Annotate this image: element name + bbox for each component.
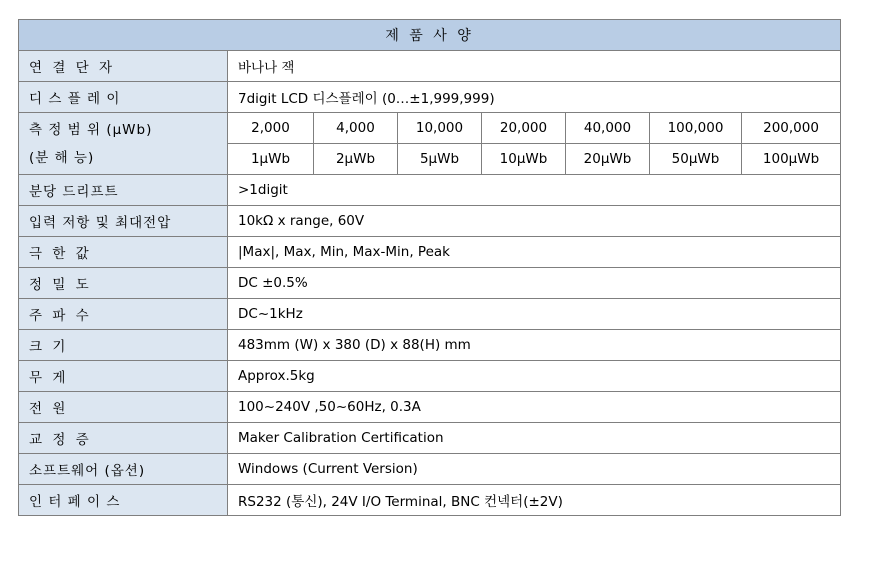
resolution-cell: 2μWb bbox=[314, 144, 398, 175]
row-label-input-resistance: 입력 저항 및 최대전압 bbox=[19, 206, 228, 237]
row-label-weight: 무 게 bbox=[19, 361, 228, 392]
resolution-cell: 50μWb bbox=[650, 144, 742, 175]
row-label-drift: 분당 드리프트 bbox=[19, 175, 228, 206]
table-title: 제 품 사 양 bbox=[19, 20, 841, 51]
row-label-size: 크 기 bbox=[19, 330, 228, 361]
table-row bbox=[19, 82, 841, 113]
range-cell: 200,000 bbox=[742, 113, 841, 144]
row-value-certificate: Maker Calibration Certification bbox=[228, 423, 841, 454]
row-label-connector: 연 결 단 자 bbox=[19, 51, 228, 82]
resolution-cell: 1μWb bbox=[228, 144, 314, 175]
table-row bbox=[19, 299, 841, 330]
table-row bbox=[19, 330, 841, 361]
resolution-cell: 100μWb bbox=[742, 144, 841, 175]
row-label-software: 소프트웨어 (옵션) bbox=[19, 454, 228, 485]
range-row bbox=[19, 113, 841, 144]
resolution-cell: 20μWb bbox=[566, 144, 650, 175]
resolution-cell: 10μWb bbox=[482, 144, 566, 175]
row-value-software: Windows (Current Version) bbox=[228, 454, 841, 485]
row-value-power: 100~240V ,50~60Hz, 0.3A bbox=[228, 392, 841, 423]
row-label-frequency: 주 파 수 bbox=[19, 299, 228, 330]
table-row bbox=[19, 485, 841, 516]
row-value-accuracy: DC ±0.5% bbox=[228, 268, 841, 299]
range-label bbox=[19, 113, 228, 175]
table-row bbox=[19, 361, 841, 392]
row-value-weight: Approx.5kg bbox=[228, 361, 841, 392]
range-cell: 4,000 bbox=[314, 113, 398, 144]
row-value-input-resistance: 10kΩ x range, 60V bbox=[228, 206, 841, 237]
row-label-power: 전 원 bbox=[19, 392, 228, 423]
row-value-frequency: DC~1kHz bbox=[228, 299, 841, 330]
spec-table bbox=[18, 19, 841, 516]
range-cell: 20,000 bbox=[482, 113, 566, 144]
row-value-size: 483mm (W) x 380 (D) x 88(H) mm bbox=[228, 330, 841, 361]
resolution-cell: 5μWb bbox=[398, 144, 482, 175]
row-label-limits: 극 한 값 bbox=[19, 237, 228, 268]
row-label-accuracy: 정 밀 도 bbox=[19, 268, 228, 299]
row-label-display: 디 스 플 레 이 bbox=[19, 82, 228, 113]
row-value-drift: >1digit bbox=[228, 175, 841, 206]
table-row bbox=[19, 454, 841, 485]
table-row bbox=[19, 268, 841, 299]
table-row bbox=[19, 237, 841, 268]
table-row bbox=[19, 392, 841, 423]
range-cell: 2,000 bbox=[228, 113, 314, 144]
table-row bbox=[19, 423, 841, 454]
row-value-display: 7digit LCD 디스플레이 (0…±1,999,999) bbox=[228, 82, 841, 113]
table-row bbox=[19, 175, 841, 206]
title-row bbox=[19, 20, 841, 51]
table-row bbox=[19, 206, 841, 237]
range-label-line2: (분 해 능) bbox=[29, 149, 95, 166]
range-cell: 40,000 bbox=[566, 113, 650, 144]
row-label-interface: 인 터 페 이 스 bbox=[19, 485, 228, 516]
row-label-certificate: 교 정 증 bbox=[19, 423, 228, 454]
table-row bbox=[19, 51, 841, 82]
range-label-line1: 측 정 범 위 (μWb) bbox=[29, 121, 153, 138]
range-cell: 10,000 bbox=[398, 113, 482, 144]
range-cell: 100,000 bbox=[650, 113, 742, 144]
row-value-interface: RS232 (통신), 24V I/O Terminal, BNC 컨넥터(±2V) bbox=[228, 485, 841, 516]
row-value-connector: 바나나 잭 bbox=[228, 51, 841, 82]
row-value-limits: |Max|, Max, Min, Max-Min, Peak bbox=[228, 237, 841, 268]
